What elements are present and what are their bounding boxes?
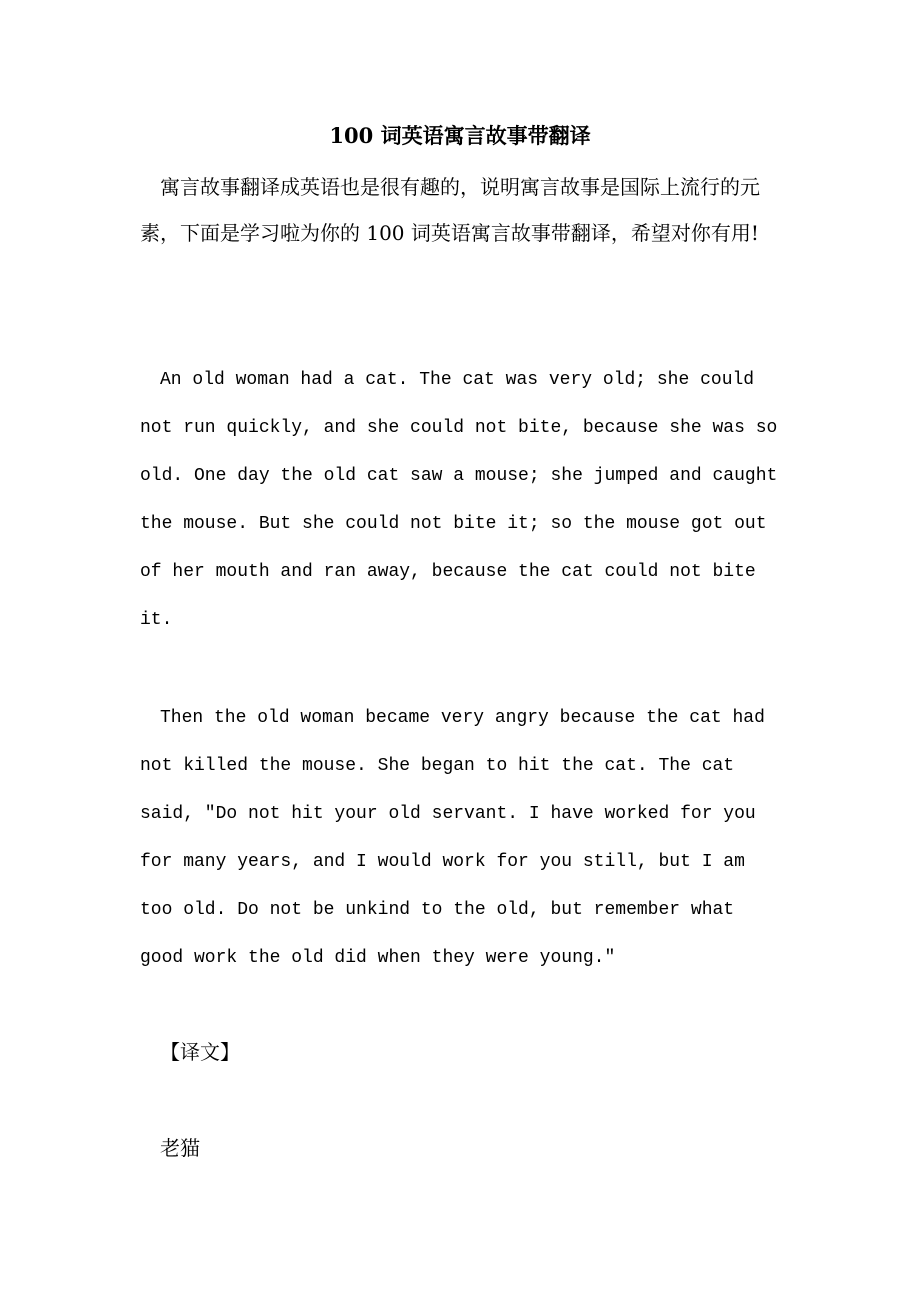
english-paragraph-2: Then the old woman became very angry because the cat had not killed the mouse. She began to hit the cat. The cat said, "Do not hit your old servant. I have worked for you for many years, and I would work for you still, but I am too old. Do not be unkind to the old, but remember what good work the old did when they were young."	[140, 708, 765, 968]
english-paragraph-1: An old woman had a cat. The cat was very old; she could not run quickly, and she could not bite, because she was so old. One day the old cat saw a mouse; she jumped and caught the mouse. But she could not bite it; so the mouse got out of her mouth and ran away, because the cat could not bite it.	[140, 370, 778, 630]
document-title: 100 词英语寓言故事带翻译	[329, 123, 591, 148]
translation-title: 老猫	[160, 1136, 200, 1160]
translation-label: 【译文】	[160, 1040, 240, 1064]
intro-paragraph: 寓言故事翻译成英语也是很有趣的，说明寓言故事是国际上流行的元素，下面是学习啦为你的 100 词英语寓言故事带翻译，希望对你有用!	[140, 175, 760, 245]
